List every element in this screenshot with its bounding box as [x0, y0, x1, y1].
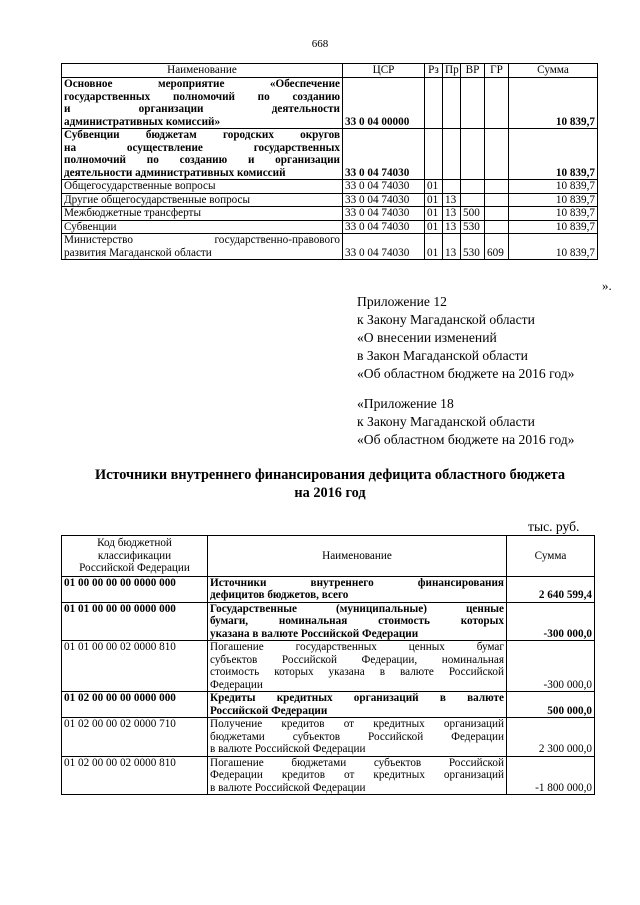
row-name: [62, 193, 343, 207]
budget-code-cell: 01 01 00 00 02 0000 810: [62, 641, 208, 692]
appendix-line: в Закон Магаданской области: [357, 348, 528, 363]
csr-cell: 33 0 04 74030: [343, 193, 425, 207]
sum-cell: 2 300 000,0: [507, 718, 595, 757]
appendix-line: «О внесении изменений: [357, 330, 497, 345]
sum-cell: 500 000,0: [507, 692, 595, 718]
row-name: [208, 692, 507, 718]
vr-cell: [461, 180, 485, 194]
vr-cell: 530: [461, 220, 485, 234]
gr-cell: [485, 129, 509, 180]
row-name-line: дефицитов бюджетов, всего: [210, 589, 349, 601]
table1-header-csr: ЦСР: [343, 64, 425, 78]
row-name-line: и организации деятельности: [64, 103, 340, 115]
gr-cell: [485, 180, 509, 194]
gr-cell: 609: [485, 234, 509, 260]
table1-header-gr: ГР: [485, 64, 509, 78]
pr-cell: [443, 129, 461, 180]
row-name-line: Межбюджетные трансферты: [64, 207, 201, 219]
row-name-line: Федерации кредитов от кредитных организаций: [210, 769, 504, 781]
table2-row: [62, 576, 595, 602]
row-name-line: Получение кредитов от кредитных организаций: [210, 718, 504, 730]
row-name-line: Основное мероприятие «Обеспечение: [64, 78, 340, 90]
gr-cell: [485, 220, 509, 234]
table1-header-row: [62, 64, 598, 78]
budget-code-cell: 01 00 00 00 00 0000 000: [62, 576, 208, 602]
row-name: [62, 207, 343, 221]
row-name-line: Кредиты кредитных организаций в валюте: [210, 692, 504, 704]
sum-cell: 10 839,7: [509, 129, 598, 180]
appendix-12-header: [357, 293, 574, 383]
sum-cell: 10 839,7: [509, 78, 598, 129]
sum-cell: 10 839,7: [509, 180, 598, 194]
pr-cell: [443, 78, 461, 129]
pr-cell: 13: [443, 220, 461, 234]
row-name-line: Погашение государственных ценных бумаг: [210, 641, 504, 653]
table2-header-code: [62, 536, 208, 577]
row-name: [62, 180, 343, 194]
header-code-line: Российской Федерации: [79, 562, 190, 574]
row-name-line: деятельности административных комиссий: [64, 166, 286, 179]
row-name-line: развития Магаданской области: [64, 246, 212, 259]
vr-cell: 530: [461, 234, 485, 260]
row-name: [208, 718, 507, 757]
table1-row: [62, 207, 598, 221]
sum-cell: -300 000,0: [507, 602, 595, 641]
table1-row: [62, 129, 598, 180]
table2-row: [62, 718, 595, 757]
table2-row: [62, 692, 595, 718]
pr-cell: 13: [443, 234, 461, 260]
rz-cell: 01: [425, 193, 443, 207]
row-name-line: субъектов Российской Федерации, номинальная: [210, 653, 504, 666]
table2-row: [62, 756, 595, 795]
header-code-line: Код бюджетной: [97, 537, 172, 549]
title-line: на 2016 год: [294, 485, 366, 501]
gr-cell: [485, 193, 509, 207]
pr-cell: 13: [443, 207, 461, 221]
rz-cell: 01: [425, 207, 443, 221]
appendix-line: «Приложение 18: [357, 396, 454, 411]
row-name-line: государственных полномочий по созданию: [64, 90, 340, 103]
appendix-line: к Закону Магаданской области: [357, 414, 535, 429]
budget-code-cell: 01 01 00 00 00 0000 000: [62, 602, 208, 641]
row-name-line: указана в валюте Российской Федерации: [210, 627, 419, 640]
pr-cell: 13: [443, 193, 461, 207]
row-name-line: бумаги, номинальная стоимость которых: [210, 615, 504, 627]
row-name-line: Источники внутреннего финансирования: [210, 576, 504, 589]
table1-header-sum: Сумма: [509, 64, 598, 78]
row-name-line: Общегосударственные вопросы: [64, 180, 216, 192]
row-name-line: Российской Федерации: [210, 704, 328, 717]
sum-cell: 10 839,7: [509, 193, 598, 207]
pr-cell: [443, 180, 461, 194]
row-name-line: Федерации: [210, 678, 263, 691]
sum-cell: 2 640 599,4: [507, 576, 595, 602]
table2-header-name: Наименование: [208, 536, 507, 577]
rz-cell: 01: [425, 234, 443, 260]
vr-cell: [461, 78, 485, 129]
appendix-line: «Об областном бюджете на 2016 год»: [357, 366, 575, 381]
row-name-line: Другие общегосударственные вопросы: [64, 193, 251, 206]
row-name: [208, 576, 507, 602]
page-number: 668: [311, 38, 329, 50]
vr-cell: 500: [461, 207, 485, 221]
appendix-18-header: [357, 395, 574, 449]
table1-row: [62, 180, 598, 194]
table2-row: [62, 641, 595, 692]
table1-header-name: Наименование: [62, 64, 343, 78]
budget-code-cell: 01 02 00 00 02 0000 810: [62, 756, 208, 795]
table1-header-vr: ВР: [461, 64, 485, 78]
csr-cell: 33 0 04 74030: [343, 234, 425, 260]
row-name-line: в валюте Российской Федерации: [210, 781, 366, 794]
gr-cell: [485, 78, 509, 129]
budget-allocation-table: [61, 63, 598, 260]
table2-row: [62, 602, 595, 641]
row-name: [62, 234, 343, 260]
table1-row: [62, 78, 598, 129]
appendix-line: «Об областном бюджете на 2016 год»: [357, 432, 575, 447]
row-name-line: стоимость которых указана в валюте Российской: [210, 666, 504, 678]
rz-cell: [425, 129, 443, 180]
appendix-line: к Закону Магаданской области: [357, 312, 535, 327]
units-label: тыс. руб.: [528, 519, 580, 534]
sum-cell: 10 839,7: [509, 234, 598, 260]
row-name: [62, 78, 343, 129]
csr-cell: 33 0 04 74030: [343, 207, 425, 221]
csr-cell: 33 0 04 74030: [343, 220, 425, 234]
rz-cell: 01: [425, 180, 443, 194]
row-name: [208, 602, 507, 641]
csr-cell: 33 0 04 74030: [343, 129, 425, 180]
title-line: Источники внутреннего финансирования дефицита областного бюджета: [94, 467, 566, 483]
sum-cell: -1 800 000,0: [507, 756, 595, 795]
row-name: [208, 641, 507, 692]
vr-cell: [461, 129, 485, 180]
gr-cell: [485, 207, 509, 221]
sum-cell: -300 000,0: [507, 641, 595, 692]
row-name: [62, 129, 343, 180]
budget-code-cell: 01 02 00 00 02 0000 710: [62, 718, 208, 757]
row-name: [62, 220, 343, 234]
sum-cell: 10 839,7: [509, 220, 598, 234]
table1-header-pr: Пр: [443, 64, 461, 78]
table2-header-sum: Сумма: [507, 536, 595, 577]
row-name-line: административных комиссий»: [64, 115, 221, 128]
budget-code-cell: 01 02 00 00 00 0000 000: [62, 692, 208, 718]
sum-cell: 10 839,7: [509, 207, 598, 221]
csr-cell: 33 0 04 74030: [343, 180, 425, 194]
row-name-line: на осуществление государственных: [64, 141, 340, 154]
row-name-line: полномочий по созданию и организации: [64, 154, 340, 166]
document-title: [60, 466, 600, 502]
rz-cell: 01: [425, 220, 443, 234]
row-name-line: Государственные (муниципальные) ценные: [210, 602, 504, 615]
vr-cell: [461, 193, 485, 207]
row-name-line: Погашение бюджетами субъектов Российской: [210, 756, 504, 769]
row-name-line: Министерство государственно-правового: [64, 234, 340, 246]
table2-header-row: [62, 536, 595, 577]
header-code-line: классификации: [97, 549, 172, 562]
row-name-line: Субвенции: [64, 220, 117, 233]
row-name-line: бюджетами субъектов Российской Федерации: [210, 730, 504, 743]
appendix-line: Приложение 12: [357, 294, 447, 309]
table1-row: [62, 234, 598, 260]
row-name-line: в валюте Российской Федерации: [210, 743, 366, 755]
table1-header-rz: Рз: [425, 64, 443, 78]
csr-cell: 33 0 04 00000: [343, 78, 425, 129]
financing-sources-table: [61, 535, 595, 795]
row-name-line: Субвенции бюджетам городских округов: [64, 129, 340, 141]
rz-cell: [425, 78, 443, 129]
closing-quote-mark: ».: [602, 278, 612, 293]
row-name: [208, 756, 507, 795]
table1-row: [62, 193, 598, 207]
table1-row: [62, 220, 598, 234]
